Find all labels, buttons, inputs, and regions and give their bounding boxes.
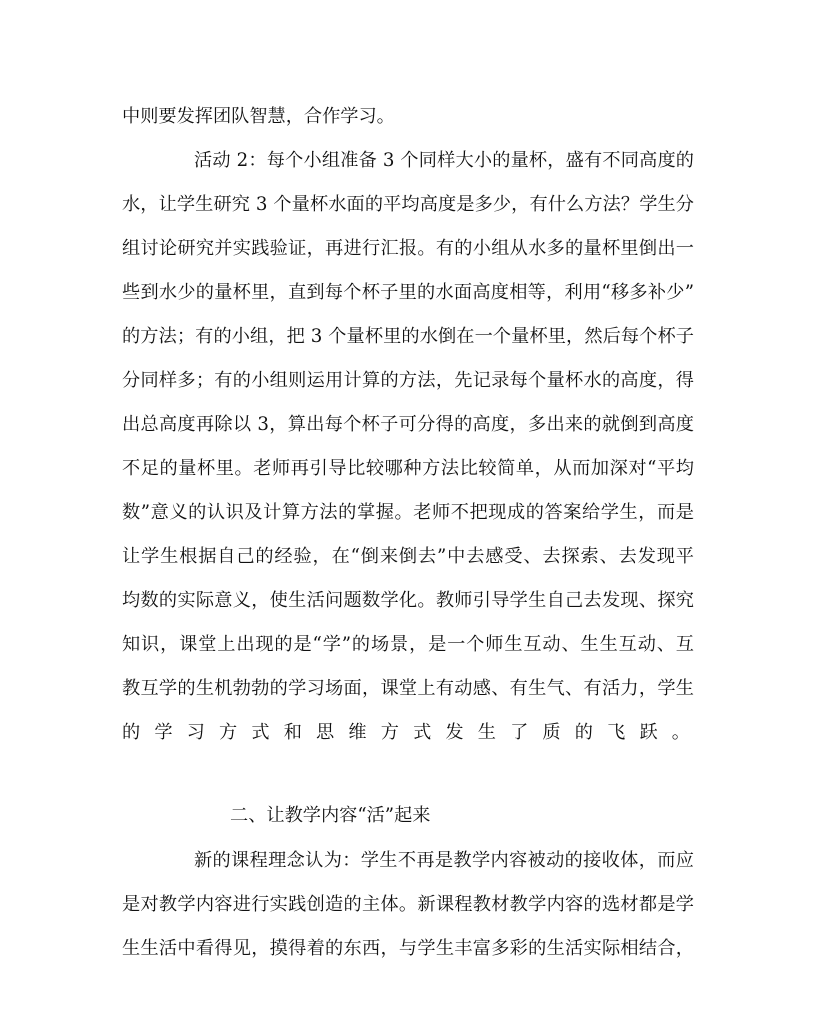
paragraph-line: 不足的量杯里。老师再引导比较哪种方法比较简单，从而加深对“平均 — [122, 458, 694, 479]
paragraph-line: 均数的实际意义，使生活问题数学化。教师引导学生自己去发现、探究 — [122, 590, 694, 611]
paragraph-line: 教互学的生机勃勃的学习场面，课堂上有动感、有生气、有活力，学生 — [122, 678, 694, 699]
paragraph-line: 些到水少的量杯里，直到每个杯子里的水面高度相等，利用“移多补少” — [122, 282, 694, 303]
paragraph-line: 是对教学内容进行实践创造的主体。新课程教材教学内容的选材都是学 — [122, 894, 694, 915]
paragraph-line: 分同样多；有的小组则运用计算的方法，先记录每个量杯水的高度，得 — [122, 370, 694, 391]
paragraph-line: 生生活中看得见，摸得着的东西，与学生丰富多彩的生活实际相结合， — [122, 938, 694, 959]
section-heading: 二、让教学内容“活”起来 — [230, 805, 431, 826]
paragraph-line: 知识，课堂上出现的是“学”的场景，是一个师生互动、生生互动、互 — [122, 634, 694, 655]
paragraph-line: 活动 2：每个小组准备 3 个同样大小的量杯，盛有不同高度的 — [194, 150, 694, 171]
paragraph-line: 让学生根据自己的经验，在“倒来倒去”中去感受、去探索、去发现平 — [122, 546, 694, 567]
paragraph-line: 新的课程理念认为：学生不再是教学内容被动的接收体，而应 — [194, 850, 694, 871]
paragraph-line: 的方法；有的小组，把 3 个量杯里的水倒在一个量杯里，然后每个杯子 — [122, 326, 694, 347]
paragraph-line: 水，让学生研究 3 个量杯水面的平均高度是多少，有什么方法？学生分 — [122, 194, 694, 215]
paragraph-line: 组讨论研究并实践验证，再进行汇报。有的小组从水多的量杯里倒出一 — [122, 238, 694, 259]
paragraph-line: 的学习方式和思维方式发生了质的飞跃。 — [122, 722, 690, 743]
paragraph-line: 中则要发挥团队智慧，合作学习。 — [122, 106, 395, 127]
paragraph-line: 数”意义的认识及计算方法的掌握。老师不把现成的答案给学生，而是 — [122, 502, 694, 523]
paragraph-line: 出总高度再除以 3，算出每个杯子可分得的高度，多出来的就倒到高度 — [122, 414, 694, 435]
